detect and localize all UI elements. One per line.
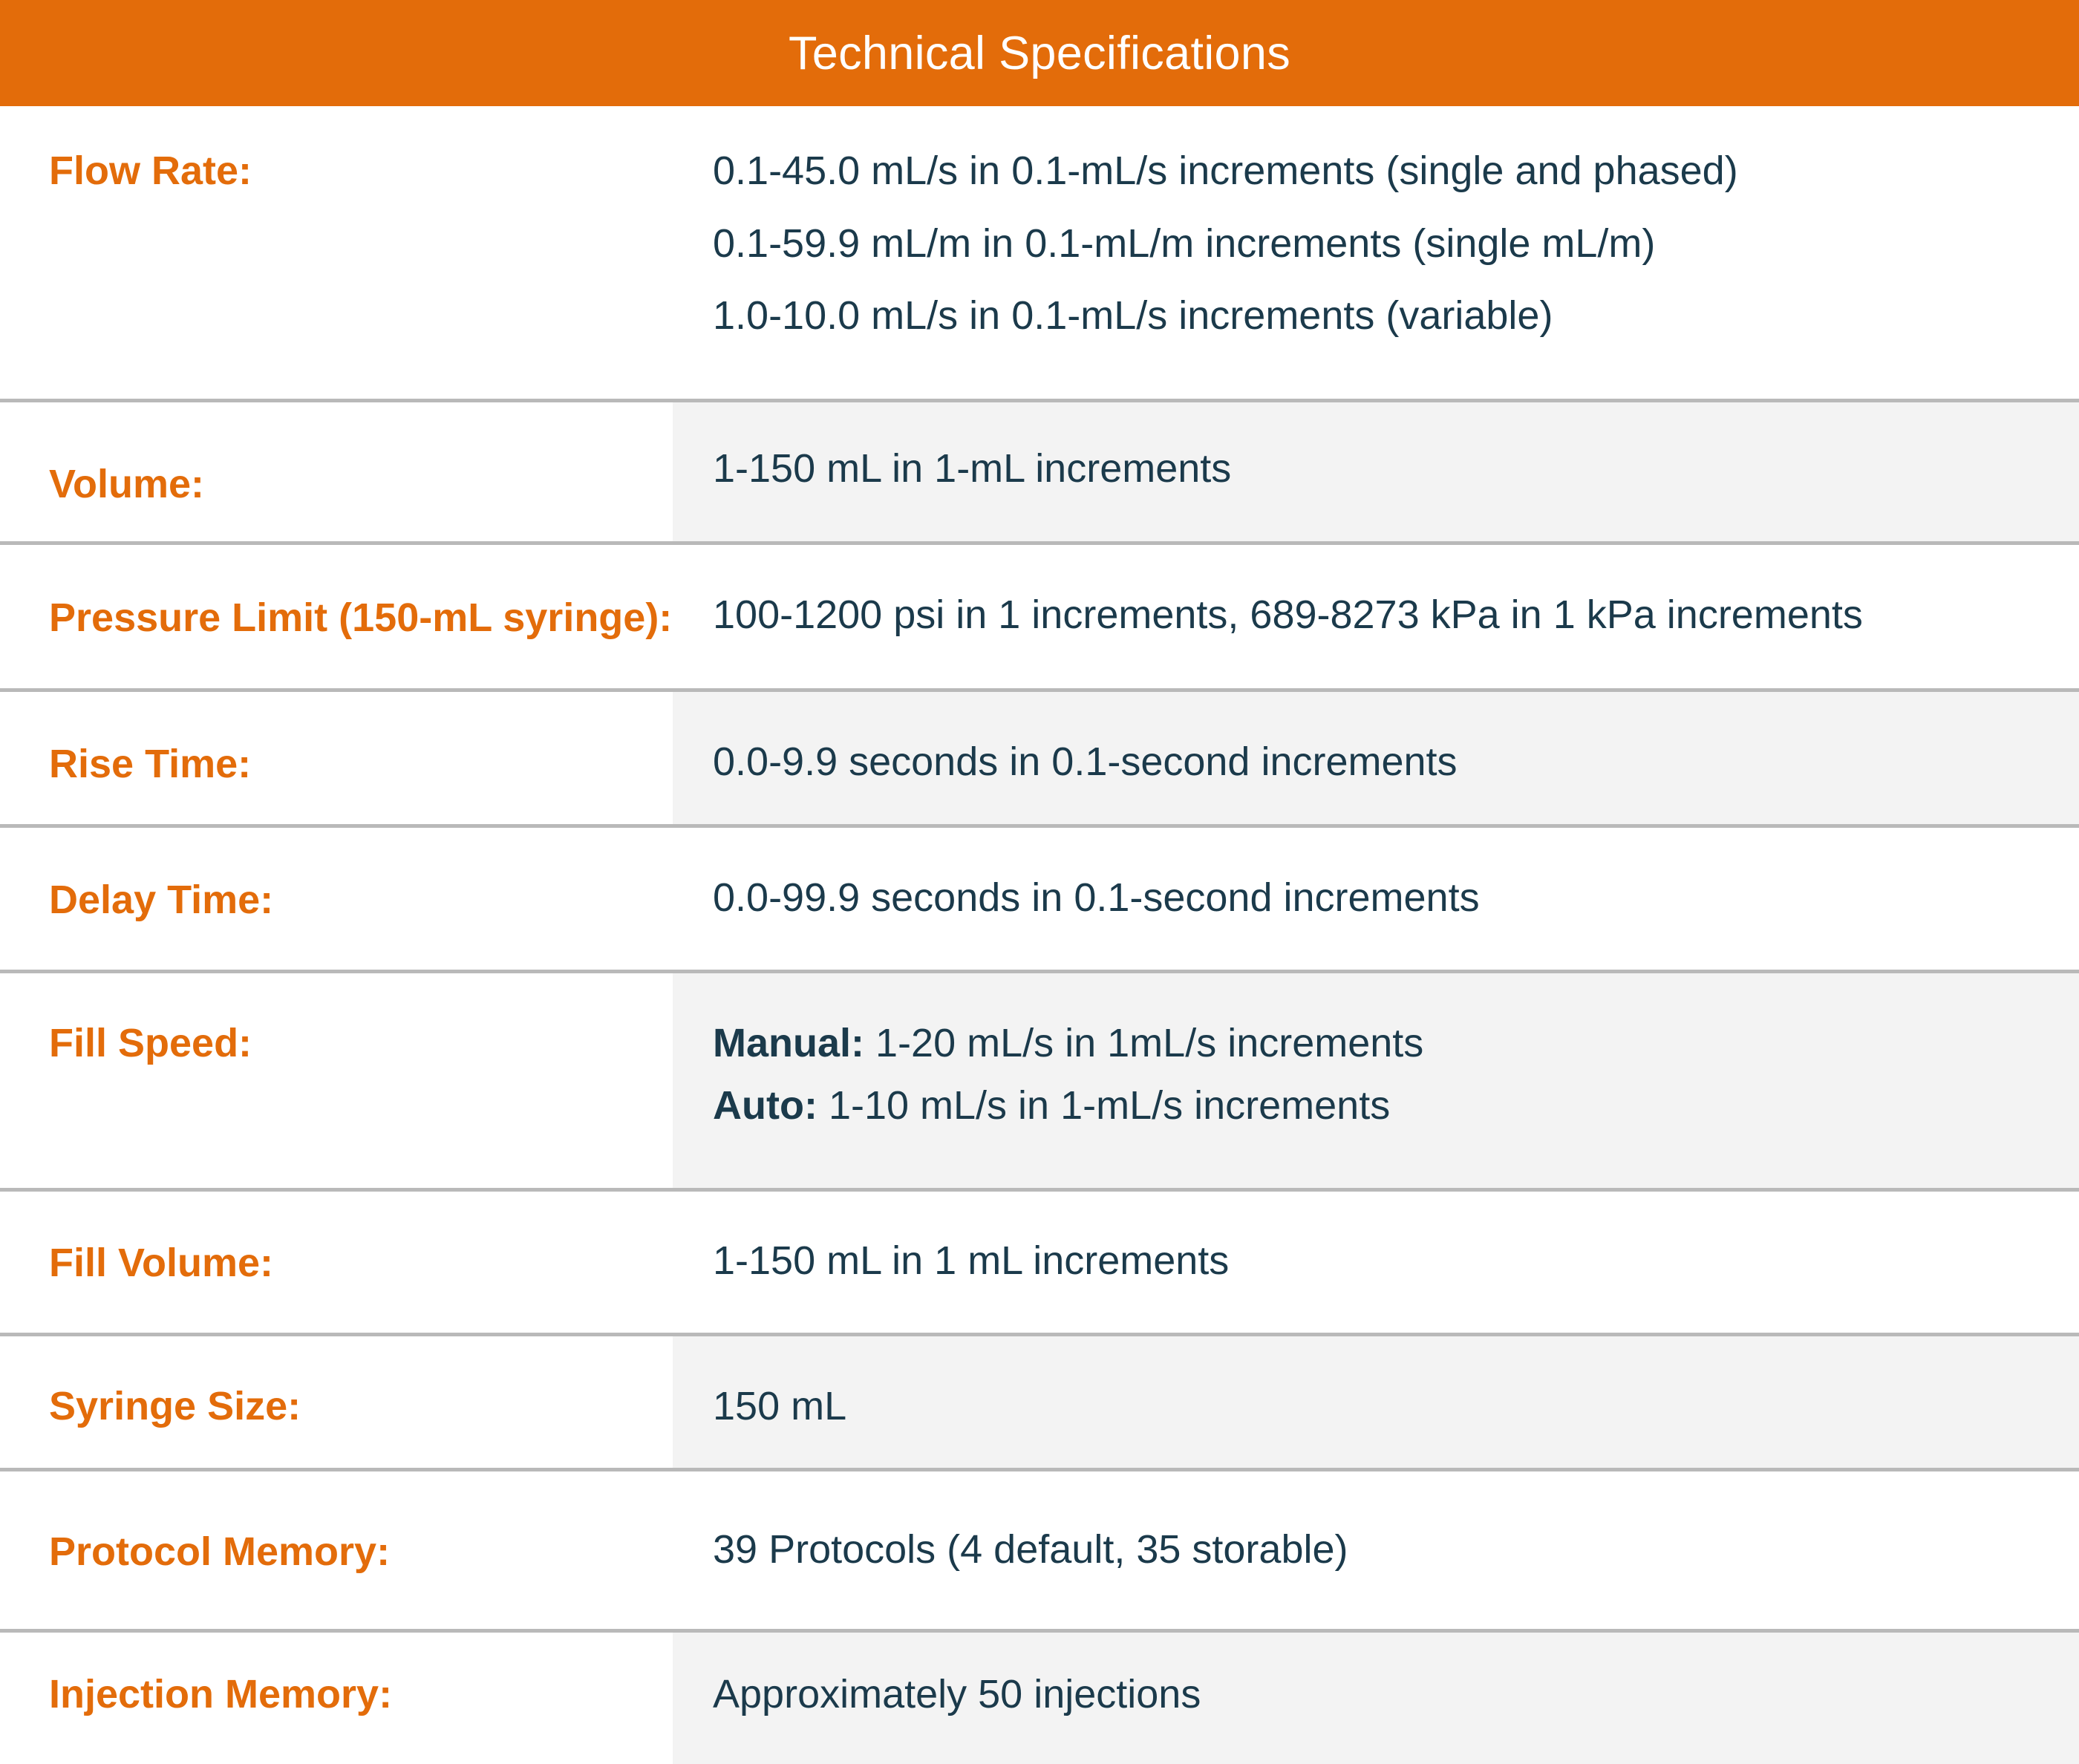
value-cell (673, 973, 2079, 1188)
spec-value: 0.0-99.9 seconds in 0.1-second increments (713, 875, 1480, 920)
spec-label: Flow Rate: (49, 148, 252, 193)
value-cell (673, 828, 2079, 970)
spec-value: 39 Protocols (4 default, 35 storable) (713, 1527, 1348, 1572)
label-cell (0, 1471, 673, 1629)
spec-value-key: Auto: (713, 1083, 817, 1128)
spec-label: Volume: (49, 462, 205, 506)
label-cell (0, 692, 673, 824)
spec-row-fill-volume (0, 1192, 2079, 1336)
table-header (0, 0, 2079, 106)
spec-value-text: 1-10 mL/s in 1-mL/s increments (817, 1083, 1391, 1128)
label-cell (0, 402, 673, 541)
label-cell (0, 973, 673, 1188)
spec-row-delay-time (0, 828, 2079, 973)
value-cell (673, 1633, 2079, 1764)
spec-value: 0.1-45.0 mL/s in 0.1-mL/s increments (single and phased) (713, 148, 1738, 193)
spec-value: 1.0-10.0 mL/s in 0.1-mL/s increments (variable) (713, 293, 1553, 338)
spec-value: 100-1200 psi in 1 increments, 689-8273 kPa in 1 kPa increments (713, 592, 1863, 637)
label-cell (0, 545, 673, 688)
spec-label: Rise Time: (49, 742, 252, 786)
table-title: Technical Specifications (788, 27, 1291, 79)
spec-value: 1-150 mL in 1 mL increments (713, 1238, 1230, 1283)
spec-row-pressure-limit (0, 545, 2079, 692)
label-cell (0, 106, 673, 399)
spec-row-injection-memory (0, 1633, 2079, 1764)
value-cell (673, 1192, 2079, 1333)
value-cell (673, 1336, 2079, 1468)
value-cell (673, 1471, 2079, 1629)
spec-value-key: Manual: (713, 1021, 865, 1065)
label-cell (0, 1192, 673, 1333)
spec-label: Injection Memory: (49, 1672, 393, 1716)
spec-label: Delay Time: (49, 878, 274, 922)
label-cell (0, 1633, 673, 1764)
spec-value: 1-150 mL in 1-mL increments (713, 446, 1232, 491)
spec-value: 0.1-59.9 mL/m in 0.1-mL/m increments (single mL/m) (713, 221, 1656, 266)
spec-row-fill-speed (0, 973, 2079, 1192)
spec-label: Fill Volume: (49, 1241, 274, 1285)
fill-speed-auto (713, 1082, 1390, 1128)
spec-label: Protocol Memory: (49, 1529, 391, 1574)
value-cell (673, 692, 2079, 824)
spec-label: Syringe Size: (49, 1384, 301, 1428)
spec-value: Approximately 50 injections (713, 1672, 1201, 1716)
spec-row-syringe-size (0, 1336, 2079, 1471)
spec-row-flow-rate (0, 106, 2079, 402)
spec-row-volume (0, 402, 2079, 545)
spec-value-text: 1-20 mL/s in 1mL/s increments (864, 1021, 1424, 1065)
spec-value: 0.0-9.9 seconds in 0.1-second increments (713, 739, 1458, 784)
value-cell (673, 106, 2079, 399)
spec-row-protocol-memory (0, 1471, 2079, 1633)
spec-label: Pressure Limit (150-mL syringe): (49, 595, 673, 640)
spec-label: Fill Speed: (49, 1021, 252, 1065)
fill-speed-manual (713, 1020, 1423, 1066)
value-cell (673, 402, 2079, 541)
label-cell (0, 828, 673, 970)
spec-row-rise-time (0, 692, 2079, 828)
label-cell (0, 1336, 673, 1468)
value-cell (673, 545, 2079, 688)
spec-value: 150 mL (713, 1384, 847, 1428)
